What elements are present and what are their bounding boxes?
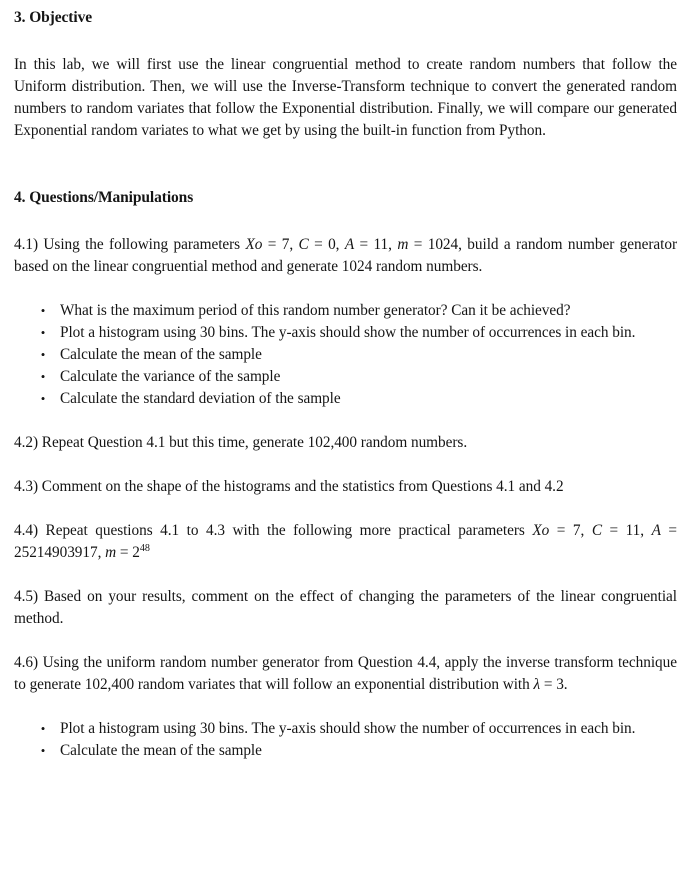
question-4-6	[14, 652, 677, 696]
heading-questions: 4. Questions/Manipulations	[14, 189, 194, 206]
list-item	[14, 718, 677, 740]
list-item-label: Calculate the variance of the sample	[60, 368, 281, 385]
list-item-label: Plot a histogram using 30 bins. The y-axis should show the number of occurrences in each bin.	[60, 324, 636, 341]
spacer	[14, 630, 677, 652]
list-item	[14, 344, 677, 366]
question-4-5: 4.5) Based on your results, comment on the effect of changing the parameters of the linear congruential method.	[14, 588, 677, 627]
variable-m: m	[105, 544, 117, 561]
variable-lambda: λ	[533, 676, 541, 693]
variable-c: C	[591, 522, 602, 539]
exponent-48: 48	[139, 542, 150, 554]
spacer	[14, 498, 677, 520]
q46-eq-lambda: = 3.	[540, 676, 568, 693]
variable-a: A	[651, 522, 661, 539]
question-4-4	[14, 520, 677, 564]
list-item	[14, 388, 677, 410]
spacer	[14, 696, 677, 718]
list-item	[14, 322, 677, 344]
document-content	[14, 8, 677, 762]
q44-eq-c: = 11,	[601, 522, 652, 539]
q41-eq-xo: = 7,	[262, 236, 299, 253]
q44-lead: 4.4) Repeat questions 4.1 to 4.3 with the following more practical parameters	[14, 522, 533, 539]
list-item-label: What is the maximum period of this random number generator? Can it be achieved?	[60, 302, 571, 319]
bullet-icon: •	[40, 391, 46, 406]
bullet-icon: •	[40, 721, 46, 736]
q41-lead: 4.1) Using the following parameters	[14, 236, 246, 253]
list-item	[14, 740, 677, 762]
variable-c: C	[298, 236, 309, 253]
bullet-icon: •	[40, 743, 46, 758]
q41-tail: build a random number generator based on the linear congruential method and generate 1024 random numbers.	[14, 236, 677, 275]
spacer	[14, 172, 677, 188]
question-4-1	[14, 234, 677, 278]
question-4-3: 4.3) Comment on the shape of the histograms and the statistics from Questions 4.1 and 4.2	[14, 478, 564, 495]
question-4-2: 4.2) Repeat Question 4.1 but this time, generate 102,400 random numbers.	[14, 434, 468, 451]
variable-a: A	[344, 236, 355, 253]
bullet-list-q41	[14, 300, 677, 410]
q44-eq-xo: = 7,	[549, 522, 592, 539]
spacer	[14, 27, 677, 54]
q44-eq-m: = 2	[116, 544, 140, 561]
list-item-label: Plot a histogram using 30 bins. The y-axis should show the number of occurrences in each bin.	[60, 720, 636, 737]
variable-m: m	[397, 236, 409, 253]
list-item-label: Calculate the standard deviation of the sample	[60, 390, 341, 407]
spacer	[14, 410, 677, 432]
q46-lead: 4.6) Using the uniform random number generator from Question 4.4, apply the inverse transform technique to generate 102,400 random variates that will follow an exponential distribution with	[14, 654, 677, 693]
spacer	[14, 142, 677, 172]
bullet-list-q46	[14, 718, 677, 762]
spacer	[14, 207, 677, 234]
bullet-icon: •	[40, 347, 46, 362]
q44-eq-a: = 25214903917,	[14, 522, 677, 561]
q41-eq-c: = 0,	[308, 236, 345, 253]
q41-eq-m: = 1024,	[408, 236, 468, 253]
spacer	[14, 564, 677, 586]
bullet-icon: •	[40, 303, 46, 318]
bullet-icon: •	[40, 325, 46, 340]
variable-xo: Xo	[245, 236, 263, 253]
objective-paragraph: In this lab, we will first use the linear congruential method to create random numbers that follow the Uniform distribution. Then, we will use the Inverse-Transform technique to convert the generated random numbers to random variates that follow the Exponential distribution. Finally, we will compare our generated Exponential random variates to what we get by using the built-in function from Python.	[14, 56, 677, 139]
list-item	[14, 300, 677, 322]
q41-eq-a: = 11,	[354, 236, 398, 253]
variable-xo: Xo	[532, 522, 550, 539]
bullet-icon: •	[40, 369, 46, 384]
list-item-label: Calculate the mean of the sample	[60, 742, 262, 759]
spacer	[14, 278, 677, 300]
heading-objective: 3. Objective	[14, 9, 92, 26]
spacer	[14, 454, 677, 476]
list-item-label: Calculate the mean of the sample	[60, 346, 262, 363]
list-item	[14, 366, 677, 388]
